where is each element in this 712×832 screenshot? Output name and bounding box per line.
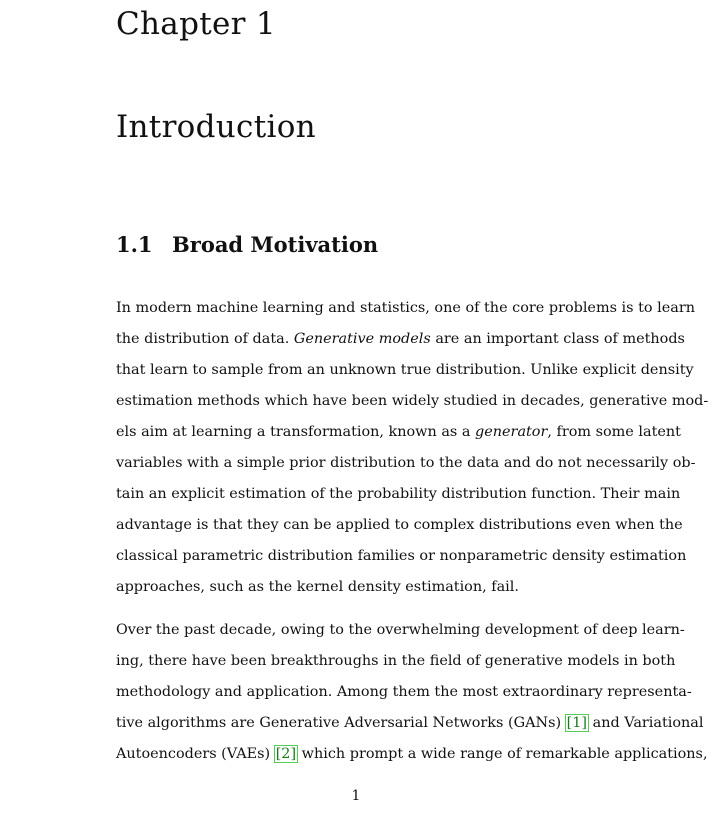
text-run: els aim at learning a transformation, known as a (116, 424, 476, 440)
text-line (116, 739, 708, 770)
paragraph-broad-motivation-2 (116, 615, 708, 770)
text-run: Over the past decade, owing to the overwhelming development of deep learn- (116, 622, 685, 638)
emphasized-term: Generative models (293, 331, 431, 347)
text-line (116, 677, 692, 708)
text-run: advantage is that they can be applied to complex distributions even when the (116, 517, 683, 533)
text-run: classical parametric distribution families or nonparametric density estimation (116, 548, 687, 564)
text-run: Autoencoders (VAEs) (116, 746, 275, 762)
text-line (116, 355, 694, 386)
text-run: approaches, such as the kernel density estimation, fail. (116, 579, 519, 595)
text-run: the distribution of data. (116, 331, 294, 347)
text-run: estimation methods which have been widely studied in decades, generative mod- (116, 393, 709, 409)
citation-link[interactable]: [1] (566, 715, 588, 731)
text-line (116, 448, 696, 479)
text-line (116, 386, 709, 417)
section-heading (116, 231, 378, 259)
text-run: which prompt a wide range of remarkable applications, (297, 746, 708, 762)
text-line (116, 417, 681, 448)
text-line (116, 646, 676, 677)
text-run: methodology and application. Among them the most extraordinary representa- (116, 684, 692, 700)
text-run: tain an explicit estimation of the probability distribution function. Their main (116, 486, 681, 502)
text-run: In modern machine learning and statistics, one of the core problems is to learn (116, 300, 695, 316)
text-line (116, 293, 695, 324)
text-run: ing, there have been breakthroughs in the field of generative models in both (116, 653, 676, 669)
text-line (116, 541, 687, 572)
text-run: variables with a simple prior distribution to the data and do not necessarily ob- (116, 455, 696, 471)
text-run: are an important class of methods (430, 331, 685, 347)
text-line (116, 708, 704, 739)
text-line (116, 572, 659, 603)
chapter-label: Chapter 1 (116, 6, 276, 42)
section-number: 1.1 (116, 232, 153, 257)
emphasized-term: generator (475, 424, 548, 440)
citation-link[interactable]: [2] (275, 746, 297, 762)
page-number: 1 (351, 788, 361, 804)
text-line (116, 479, 681, 510)
chapter-title: Introduction (116, 109, 316, 145)
text-line (116, 324, 685, 355)
text-line (116, 510, 683, 541)
text-line (116, 615, 685, 646)
text-run: tive algorithms are Generative Adversarial Networks (GANs) (116, 715, 566, 731)
text-run: that learn to sample from an unknown true distribution. Unlike explicit density (116, 362, 694, 378)
paragraph-broad-motivation-1 (116, 293, 709, 603)
text-run: and Variational (588, 715, 704, 731)
text-run: , from some latent (547, 424, 681, 440)
section-title: Broad Motivation (172, 232, 379, 257)
